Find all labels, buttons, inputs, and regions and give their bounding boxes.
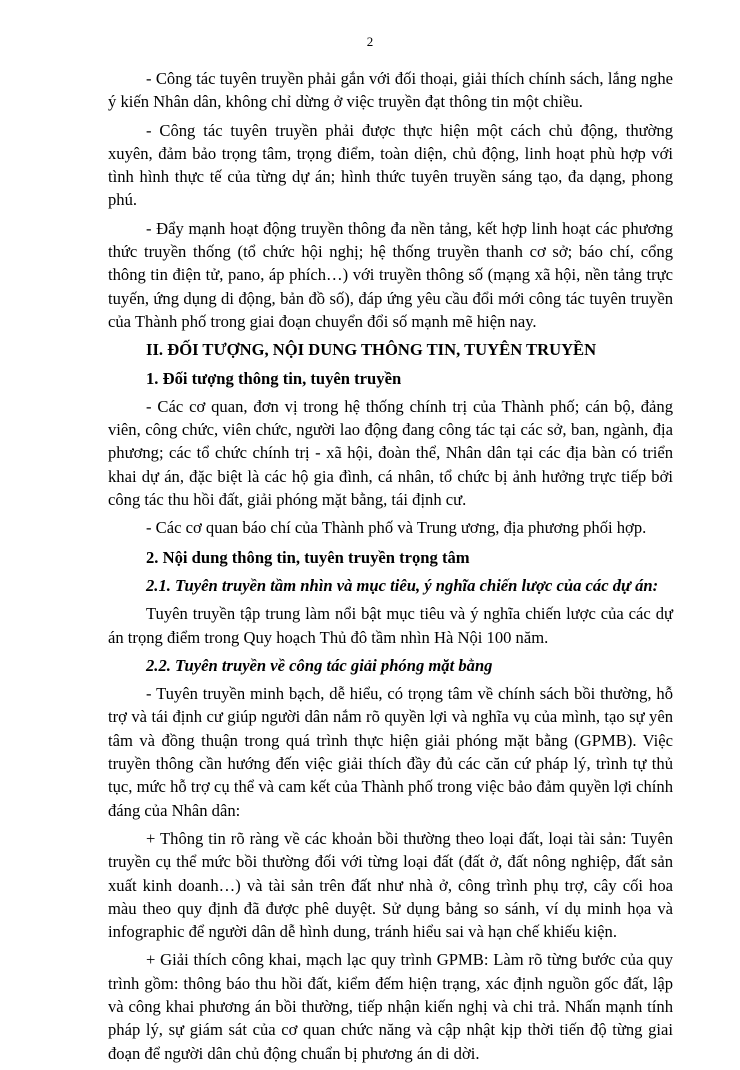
paragraph-audience-press: - Các cơ quan báo chí của Thành phố và Trung ương, địa phương phối hợp.	[146, 518, 647, 538]
paragraph-audience-agencies: - Các cơ quan, đơn vị trong hệ thống chính trị của Thành phố; cán bộ, đảng viên, công chức, viên chức, người lao động đang công tác tại các sở, ban, ngành, địa phương; các tổ chức chính trị - xã hội, đoàn thể, Nhân dân tại các địa bàn có triển khai dự án, đặc biệt là các hộ gia đình, cá nhân, tổ chức bị ảnh hưởng trực tiếp bởi công tác thu hồi đất, giải phóng mặt bằng, tái định cư.	[108, 396, 673, 510]
paragraph-vision: Tuyên truyền tập trung làm nổi bật mục tiêu và ý nghĩa chiến lược của các dự án trọng điểm trong Quy hoạch Thủ đô tầm nhìn Hà Nội 100 năm.	[108, 604, 673, 647]
page-number: 2	[366, 34, 374, 49]
paragraph-gpmb-process: + Giải thích công khai, mạch lạc quy trình GPMB: Làm rõ từng bước của quy trình gồm: thông báo thu hồi đất, kiểm đếm hiện trạng, xác định nguồn gốc đất, lập và công khai phương án bồi thường, tiếp nhận kiến nghị và chi trả. Nhấn mạnh tính pháp lý, sự giám sát của cơ quan chức năng và cập nhật kịp thời tiến độ từng giai đoạn để người dân chủ động chuẩn bị phương án di dời.	[108, 950, 673, 1063]
paragraph-site-clearance-intro: - Tuyên truyền minh bạch, dễ hiểu, có trọng tâm về chính sách bồi thường, hỗ trợ và tái định cư giúp người dân nắm rõ quyền lợi và nghĩa vụ của mình, tạo sự yên tâm và đồng thuận trong quá trình thực hiện giải phóng mặt bằng (GPMB). Việc truyền thông cần hướng đến việc giải thích đầy đủ các căn cứ pháp lý, trình tự thủ tục, mức hỗ trợ cụ thể và cam kết của Thành phố trong việc bảo đảm quyền lợi chính đáng của Nhân dân:	[108, 684, 673, 820]
paragraph-proactive: - Công tác tuyên truyền phải được thực hiện một cách chủ động, thường xuyên, đảm bảo trọng tâm, trọng điểm, toàn diện, chủ động, linh hoạt phù hợp với tình hình thực tế của từng dự án; hình thức tuyên truyền sáng tạo, đa dạng, phong phú.	[108, 120, 673, 210]
document-body	[108, 67, 673, 1070]
item-heading-vision: 2.1. Tuyên truyền tầm nhìn và mục tiêu, ý nghĩa chiến lược của các dự án:	[146, 575, 659, 595]
subsection-heading-audience: 1. Đối tượng thông tin, tuyên truyền	[146, 368, 402, 388]
paragraph-compensation-info: + Thông tin rõ ràng về các khoản bồi thường theo loại đất, loại tài sản: Tuyên truyền cụ thể mức bồi thường đối với từng loại đất (đất ở, đất nông nghiệp, đất sản xuất kinh doanh…) và tài sản trên đất như nhà ở, công trình phụ trợ, cây cối hoa màu theo quy định đã được phê duyệt. Sử dụng bảng so sánh, ví dụ minh họa và infographic để người dân dễ hình dung, tránh hiểu sai và hạn chế khiếu kiện.	[108, 828, 673, 942]
subsection-heading-key-content: 2. Nội dung thông tin, tuyên truyền trọng tâm	[146, 547, 470, 567]
paragraph-dialogue: - Công tác tuyên truyền phải gắn với đối thoại, giải thích chính sách, lắng nghe ý kiến Nhân dân, không chỉ dừng ở việc truyền đạt thông tin một chiều.	[108, 69, 673, 112]
section-heading-objects-content: II. ĐỐI TƯỢNG, NỘI DUNG THÔNG TIN, TUYÊN TRUYỀN	[146, 340, 597, 360]
item-heading-site-clearance: 2.2. Tuyên truyền về công tác giải phóng mặt bằng	[146, 655, 493, 675]
paragraph-multiplatform: - Đẩy mạnh hoạt động truyền thông đa nền tảng, kết hợp linh hoạt các phương thức truyền thống (tổ chức hội nghị; hệ thống truyền thanh cơ sở; báo chí, cổng thông tin điện tử, pano, áp phích…) với truyền thông số (mạng xã hội, nền tảng trực tuyến, ứng dụng di động, bản đồ số), đáp ứng yêu cầu đổi mới công tác tuyên truyền của Thành phố trong giai đoạn chuyển đổi số mạnh mẽ hiện nay.	[108, 218, 673, 331]
